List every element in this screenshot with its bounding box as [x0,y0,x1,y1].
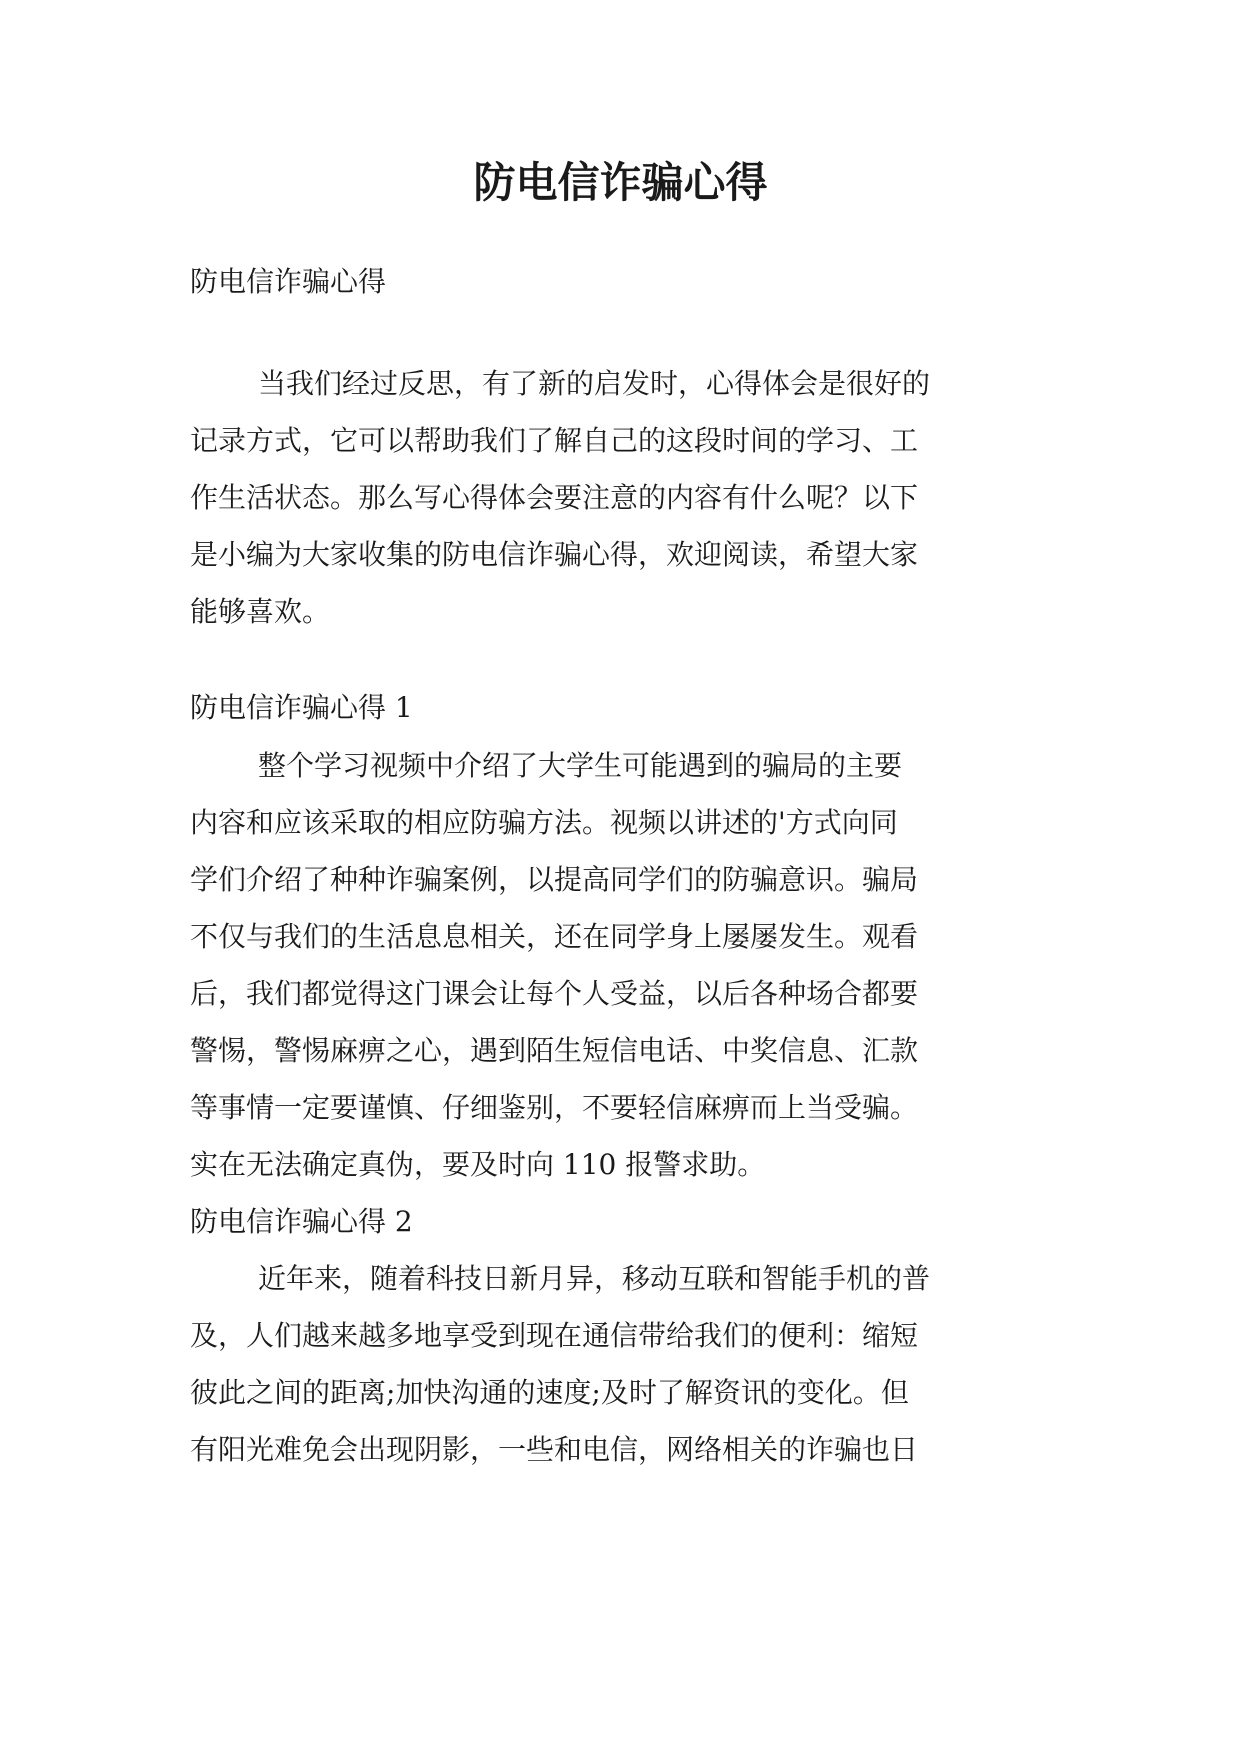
section-heading-1: 防电信诈骗心得 1 [190,691,413,724]
section-2-line: 彼此之间的距离;加快沟通的速度;及时了解资讯的变化。但 [190,1376,909,1409]
intro-line: 当我们经过反思，有了新的启发时，心得体会是很好的 [258,367,931,400]
section-1-line: 不仅与我们的生活息息相关，还在同学身上屡屡发生。观看 [190,920,919,953]
intro-line: 是小编为大家收集的防电信诈骗心得，欢迎阅读，希望大家 [190,538,919,571]
section-heading-2: 防电信诈骗心得 2 [190,1205,413,1238]
section-2-line: 有阳光难免会出现阴影，一些和电信，网络相关的诈骗也日 [190,1433,919,1466]
section-1-line: 等事情一定要谨慎、仔细鉴别，不要轻信麻痹而上当受骗。 [190,1091,919,1124]
section-2-line: 及，人们越来越多地享受到现在通信带给我们的便利：缩短 [190,1319,919,1352]
section-2-line: 近年来，随着科技日新月异，移动互联和智能手机的普 [258,1262,931,1295]
section-1-line: 内容和应该采取的相应防骗方法。视频以讲述的'方式向同 [190,806,898,839]
intro-line: 作生活状态。那么写心得体会要注意的内容有什么呢？以下 [190,481,919,514]
section-1-line: 实在无法确定真伪，要及时向 110 报警求助。 [190,1148,766,1181]
section-1-line: 整个学习视频中介绍了大学生可能遇到的骗局的主要 [258,749,903,782]
intro-line: 记录方式，它可以帮助我们了解自己的这段时间的学习、工 [190,424,919,457]
section-1-line: 后，我们都觉得这门课会让每个人受益，以后各种场合都要 [190,977,919,1010]
intro-line: 能够喜欢。 [190,595,331,628]
document-title: 防电信诈骗心得 [473,158,768,207]
document-subtitle: 防电信诈骗心得 [190,265,387,298]
section-1-line: 学们介绍了种种诈骗案例，以提高同学们的防骗意识。骗局 [190,863,919,896]
section-1-line: 警惕，警惕麻痹之心，遇到陌生短信电话、中奖信息、汇款 [190,1034,919,1067]
